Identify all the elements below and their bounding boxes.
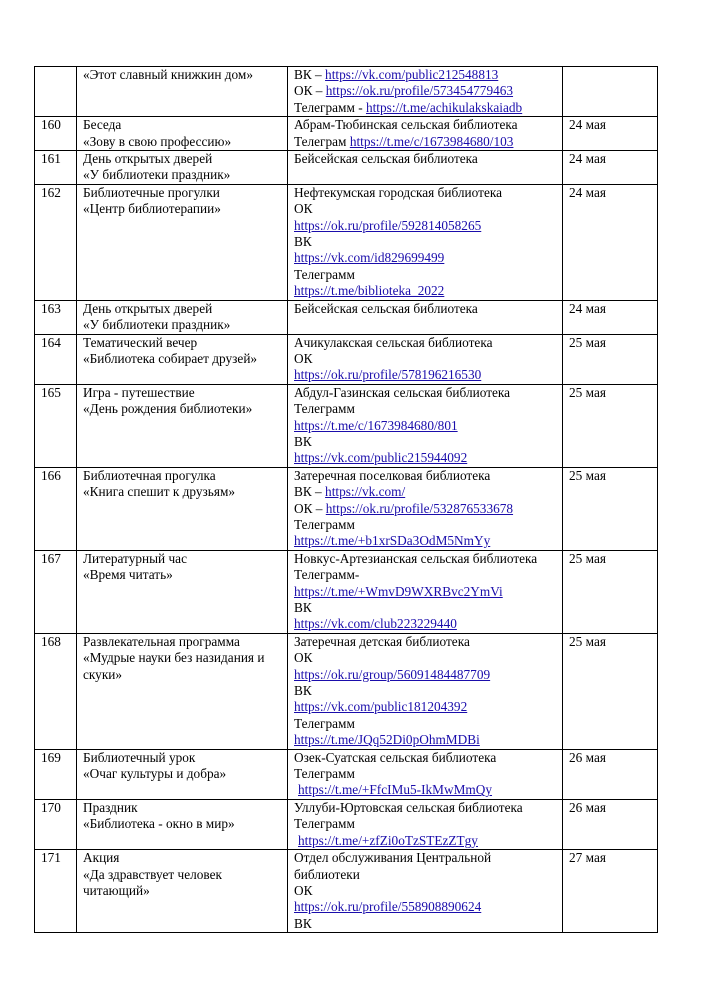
event-type: Библиотечный урок bbox=[83, 749, 196, 765]
social-link[interactable]: https://ok.ru/profile/558908890624 bbox=[294, 899, 482, 915]
event-name: «Библиотека собирает друзей» bbox=[83, 350, 258, 366]
place-line bbox=[294, 600, 558, 616]
place-line bbox=[294, 584, 558, 600]
place-line bbox=[294, 67, 558, 83]
row-number-cell: 167 bbox=[35, 550, 77, 633]
table-row bbox=[35, 334, 658, 384]
event-type: Акция bbox=[83, 850, 120, 866]
event-type: Библиотечная прогулка bbox=[83, 467, 216, 483]
social-link[interactable]: https://ok.ru/profile/578196216530 bbox=[294, 367, 482, 383]
event-type: Беседа bbox=[83, 117, 122, 133]
event-date-cell: 25 мая bbox=[563, 550, 658, 633]
event-name: «Центр библиотерапии» bbox=[83, 201, 221, 217]
table-row bbox=[35, 300, 658, 334]
place-line bbox=[294, 517, 558, 533]
place-text: Бейсейская сельская библиотека bbox=[294, 151, 478, 167]
place-line bbox=[294, 732, 558, 748]
place-line bbox=[294, 201, 558, 217]
social-link[interactable]: https://ok.ru/profile/592814058265 bbox=[294, 217, 482, 233]
row-number-cell: 165 bbox=[35, 384, 77, 467]
social-link[interactable]: https://t.me/achikulakskaiadb bbox=[365, 99, 523, 115]
event-type: Игра - путешествие bbox=[83, 384, 195, 400]
place-line bbox=[294, 667, 558, 683]
event-type: Развлекательная программа bbox=[83, 633, 240, 649]
place-line bbox=[294, 551, 558, 567]
place-line bbox=[294, 567, 558, 583]
event-name: «Да здравствует человек читающий» bbox=[83, 866, 222, 898]
event-date-cell: 24 мая bbox=[563, 151, 658, 185]
table-row bbox=[35, 184, 658, 300]
event-name: «День рождения библиотеки» bbox=[83, 401, 253, 417]
table-row bbox=[35, 467, 658, 550]
event-date-cell bbox=[563, 67, 658, 117]
place-text: Бейсейская сельская библиотека bbox=[294, 300, 478, 316]
place-text: ОК – bbox=[294, 83, 326, 99]
place-text: ОК – bbox=[294, 500, 326, 516]
event-place-cell bbox=[288, 117, 563, 151]
place-line bbox=[294, 434, 558, 450]
place-text: Нефтекумская городская библиотека bbox=[294, 184, 503, 200]
place-text: Затеречная детская библиотека bbox=[294, 633, 470, 649]
place-line bbox=[294, 234, 558, 250]
event-name: «Мудрые науки без назидания и скуки» bbox=[83, 650, 265, 682]
event-date-cell: 25 мая bbox=[563, 467, 658, 550]
event-title-cell bbox=[77, 184, 288, 300]
row-number-cell: 164 bbox=[35, 334, 77, 384]
place-text: ОК bbox=[294, 201, 313, 217]
event-name: «Книга спешит к друзьям» bbox=[83, 484, 236, 500]
event-title-cell bbox=[77, 850, 288, 933]
place-line bbox=[294, 683, 558, 699]
place-line bbox=[294, 916, 558, 932]
place-line bbox=[294, 750, 558, 766]
place-line bbox=[294, 468, 558, 484]
event-date-cell: 24 мая bbox=[563, 184, 658, 300]
place-line bbox=[294, 367, 558, 383]
event-type: День открытых дверей bbox=[83, 300, 213, 316]
place-text: ОК bbox=[294, 350, 313, 366]
social-link[interactable]: https://vk.com/public212548813 bbox=[325, 67, 499, 82]
social-link[interactable]: https://vk.com/ bbox=[325, 484, 406, 500]
event-type: Тематический вечер bbox=[83, 334, 198, 350]
row-number-cell bbox=[35, 67, 77, 117]
social-link[interactable]: https://vk.com/club223229440 bbox=[294, 616, 457, 632]
place-line bbox=[294, 450, 558, 466]
place-line bbox=[294, 699, 558, 715]
event-name: «Этот славный книжкин дом» bbox=[83, 67, 253, 82]
place-line bbox=[294, 616, 558, 632]
table-row bbox=[35, 550, 658, 633]
event-place-cell bbox=[288, 334, 563, 384]
social-link[interactable]: https://ok.ru/profile/532876533678 bbox=[325, 500, 514, 516]
place-text: Абрам-Тюбинская сельская библиотека bbox=[294, 117, 518, 133]
place-text: ВК bbox=[294, 600, 312, 615]
place-text: Телеграмм- bbox=[294, 567, 360, 583]
event-date-cell: 24 мая bbox=[563, 300, 658, 334]
social-link[interactable]: https://t.me/biblioteka_2022 bbox=[294, 283, 445, 299]
event-type: Праздник bbox=[83, 799, 138, 815]
place-line bbox=[294, 267, 558, 283]
event-title-cell bbox=[77, 799, 288, 849]
event-name: «Зову в свою профессию» bbox=[83, 133, 232, 149]
social-link[interactable]: https://ok.ru/group/56091484487709 bbox=[294, 666, 491, 682]
place-line bbox=[294, 301, 558, 317]
social-link[interactable]: https://t.me/+b1xrSDa3OdM5NmYy bbox=[294, 533, 491, 549]
event-type: Литературный час bbox=[83, 550, 187, 566]
place-text: ВК bbox=[294, 915, 312, 931]
row-number-cell: 161 bbox=[35, 151, 77, 185]
event-title-cell bbox=[77, 151, 288, 185]
row-number-cell: 171 bbox=[35, 850, 77, 933]
place-line bbox=[294, 134, 558, 150]
event-place-cell bbox=[288, 384, 563, 467]
row-number-cell: 168 bbox=[35, 633, 77, 749]
place-text: Ачикулакская сельская библиотека bbox=[294, 334, 493, 350]
table-row bbox=[35, 384, 658, 467]
row-number-cell: 162 bbox=[35, 184, 77, 300]
place-line bbox=[294, 418, 558, 434]
place-line bbox=[294, 833, 558, 849]
event-title-cell bbox=[77, 633, 288, 749]
event-place-cell bbox=[288, 151, 563, 185]
event-date-cell: 25 мая bbox=[563, 334, 658, 384]
place-line bbox=[294, 899, 558, 915]
event-place-cell bbox=[288, 799, 563, 849]
event-date-cell: 27 мая bbox=[563, 850, 658, 933]
place-text: Телеграмм bbox=[294, 266, 355, 282]
place-line bbox=[294, 484, 558, 500]
event-name: «Очаг культуры и добра» bbox=[83, 766, 227, 782]
table-row bbox=[35, 117, 658, 151]
event-place-cell bbox=[288, 300, 563, 334]
place-text: ВК – bbox=[294, 484, 326, 500]
place-line bbox=[294, 782, 558, 798]
place-text: Уллуби-Юртовская сельская библиотека bbox=[294, 799, 523, 815]
place-text: ВК bbox=[294, 234, 312, 250]
event-place-cell bbox=[288, 749, 563, 799]
place-text: Телеграмм bbox=[294, 401, 355, 417]
place-text: Телеграмм bbox=[294, 816, 355, 832]
table-row bbox=[35, 749, 658, 799]
place-line bbox=[294, 883, 558, 899]
social-link[interactable]: https://t.me/+WmvD9WXRBvc2YmVi bbox=[294, 583, 503, 599]
social-link[interactable]: https://t.me/JQq52Di0pOhmMDBi bbox=[294, 732, 480, 748]
place-line bbox=[294, 385, 558, 401]
events-table bbox=[34, 66, 658, 933]
place-text: ОК bbox=[294, 882, 313, 898]
place-line bbox=[294, 151, 558, 167]
place-line bbox=[294, 185, 558, 201]
event-date-cell: 26 мая bbox=[563, 799, 658, 849]
event-place-cell bbox=[288, 850, 563, 933]
place-text: ВК bbox=[294, 433, 312, 449]
place-line bbox=[294, 766, 558, 782]
event-type: День открытых дверей bbox=[83, 151, 213, 167]
place-line bbox=[294, 100, 558, 116]
place-line bbox=[294, 283, 558, 299]
place-text: Новкус-Артезианская сельская библиотека bbox=[294, 550, 538, 566]
event-name: «У библиотеки праздник» bbox=[83, 167, 231, 183]
event-date-cell: 24 мая bbox=[563, 117, 658, 151]
place-text: Телеграмм bbox=[294, 766, 355, 782]
place-line bbox=[294, 716, 558, 732]
event-type: Библиотечные прогулки bbox=[83, 184, 220, 200]
place-line bbox=[294, 634, 558, 650]
events-table-body bbox=[35, 67, 658, 933]
place-line bbox=[294, 250, 558, 266]
place-line bbox=[294, 117, 558, 133]
place-text: Телеграм bbox=[294, 133, 350, 149]
row-number-cell: 170 bbox=[35, 799, 77, 849]
place-line bbox=[294, 850, 558, 883]
place-line bbox=[294, 800, 558, 816]
place-text: Абдул-Газинская сельская библиотека bbox=[294, 384, 511, 400]
place-text: Отдел обслуживания Центральной библиотеки bbox=[294, 850, 492, 882]
place-line bbox=[294, 816, 558, 832]
row-number-cell: 163 bbox=[35, 300, 77, 334]
place-text: Озек-Суатская сельская библиотека bbox=[294, 749, 497, 765]
event-name: «Библиотека - окно в мир» bbox=[83, 816, 235, 832]
place-line bbox=[294, 335, 558, 351]
place-line bbox=[294, 218, 558, 234]
event-place-cell bbox=[288, 67, 563, 117]
event-title-cell bbox=[77, 467, 288, 550]
event-title-cell bbox=[77, 117, 288, 151]
event-place-cell bbox=[288, 550, 563, 633]
event-title-cell bbox=[77, 749, 288, 799]
row-number-cell: 169 bbox=[35, 749, 77, 799]
row-number-cell: 166 bbox=[35, 467, 77, 550]
table-row bbox=[35, 850, 658, 933]
social-link[interactable]: https://vk.com/public215944092 bbox=[294, 450, 468, 466]
table-row bbox=[35, 67, 658, 117]
event-title-cell bbox=[77, 67, 288, 117]
event-date-cell: 25 мая bbox=[563, 384, 658, 467]
place-text: Телеграмм - bbox=[294, 99, 366, 115]
place-text: Затеречная поселковая библиотека bbox=[294, 467, 491, 483]
social-link[interactable]: https://t.me/c/1673984680/103 bbox=[349, 133, 514, 149]
event-place-cell bbox=[288, 184, 563, 300]
table-row bbox=[35, 799, 658, 849]
event-date-cell: 25 мая bbox=[563, 633, 658, 749]
place-line bbox=[294, 650, 558, 666]
event-name: «Время читать» bbox=[83, 567, 173, 583]
event-title-cell bbox=[77, 384, 288, 467]
social-link[interactable]: https://t.me/+FfcIMu5-IkMwMmQy bbox=[298, 782, 493, 798]
event-name: «У библиотеки праздник» bbox=[83, 317, 231, 333]
place-text: ВК bbox=[294, 683, 312, 699]
social-link[interactable]: https://vk.com/public181204392 bbox=[294, 699, 468, 715]
table-row bbox=[35, 633, 658, 749]
social-link[interactable]: https://t.me/c/1673984680/801 bbox=[294, 417, 458, 433]
event-title-cell bbox=[77, 550, 288, 633]
place-text: ВК – bbox=[294, 67, 326, 82]
place-text: ОК bbox=[294, 650, 313, 666]
event-place-cell bbox=[288, 467, 563, 550]
place-line bbox=[294, 501, 558, 517]
place-text: Телеграмм bbox=[294, 715, 355, 731]
place-line bbox=[294, 533, 558, 549]
place-line bbox=[294, 401, 558, 417]
event-title-cell bbox=[77, 300, 288, 334]
event-date-cell: 26 мая bbox=[563, 749, 658, 799]
social-link[interactable]: https://t.me/+zfZi0oTzSTEzZTgy bbox=[298, 832, 478, 848]
social-link[interactable]: https://ok.ru/profile/573454779463 bbox=[325, 83, 514, 99]
social-link[interactable]: https://vk.com/id829699499 bbox=[294, 250, 445, 266]
event-place-cell bbox=[288, 633, 563, 749]
place-text: Телеграмм bbox=[294, 516, 355, 532]
place-line bbox=[294, 83, 558, 99]
place-line bbox=[294, 351, 558, 367]
table-row bbox=[35, 151, 658, 185]
event-title-cell bbox=[77, 334, 288, 384]
row-number-cell: 160 bbox=[35, 117, 77, 151]
